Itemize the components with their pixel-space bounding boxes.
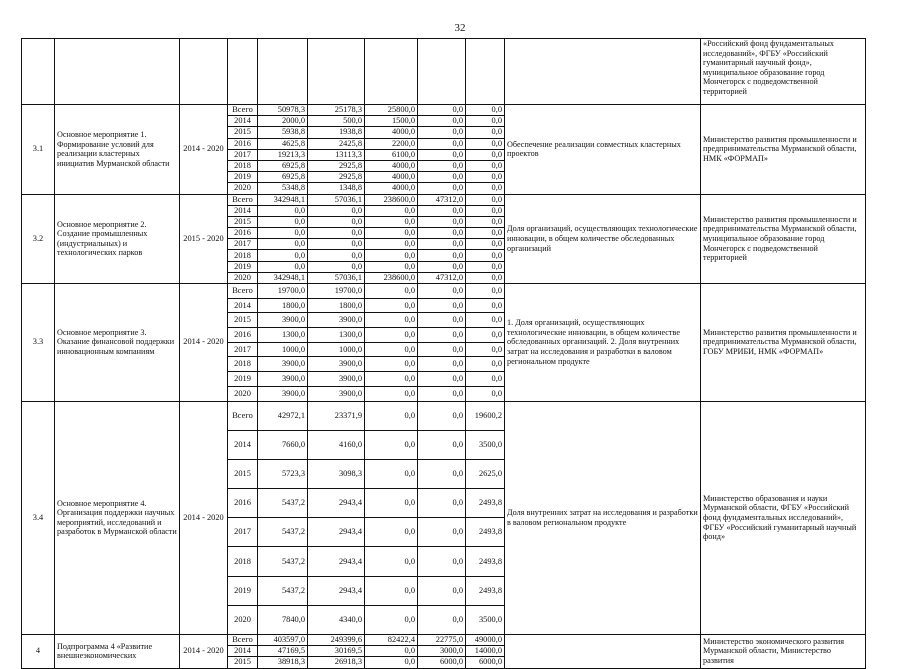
measure-name: Подпрограмма 4 «Развитие внешнеэкономических bbox=[55, 635, 180, 669]
local-budget-cell: 0,0 bbox=[418, 228, 466, 239]
executors: Министерство экономического развития Мурманской области, Министерство развития bbox=[701, 635, 866, 669]
local-budget-cell: 0,0 bbox=[418, 401, 466, 430]
continuation-executors: «Российский фонд фундаментальных исследований», ФГБУ «Российский гуманитарный научный фонд», муниципальное образование город Мончегорск с подведомственной территорией bbox=[701, 39, 866, 105]
total-cell: 0,0 bbox=[258, 250, 308, 261]
total-cell: 7840,0 bbox=[258, 605, 308, 634]
regional-budget-cell: 1300,0 bbox=[308, 328, 365, 343]
local-budget-cell: 0,0 bbox=[418, 205, 466, 216]
other-sources-cell: 0,0 bbox=[466, 105, 505, 116]
local-budget-cell: 0,0 bbox=[418, 172, 466, 183]
year-cell: 2014 bbox=[228, 298, 258, 313]
other-sources-cell: 2493,8 bbox=[466, 518, 505, 547]
federal-budget-cell: 0,0 bbox=[365, 250, 418, 261]
year-cell: 2015 bbox=[228, 313, 258, 328]
measure-name: Основное мероприятие 4. Организация поддержки научных мероприятий, исследований и разработок в Мурманской области bbox=[55, 401, 180, 635]
regional-budget-cell: 3900,0 bbox=[308, 372, 365, 387]
regional-budget-cell: 1000,0 bbox=[308, 342, 365, 357]
local-budget-cell: 0,0 bbox=[418, 342, 466, 357]
other-sources-cell: 2625,0 bbox=[466, 459, 505, 488]
total-cell: 1800,0 bbox=[258, 298, 308, 313]
other-sources-cell: 0,0 bbox=[466, 183, 505, 194]
executors: Министерство развития промышленности и предпринимательства Мурманской области, ГОБУ МРИБИ, НМК «ФОРМАП» bbox=[701, 284, 866, 402]
total-cell: 5437,2 bbox=[258, 518, 308, 547]
federal-budget-cell: 0,0 bbox=[365, 372, 418, 387]
total-cell: 6925,8 bbox=[258, 172, 308, 183]
section-number: 3.4 bbox=[22, 401, 55, 635]
local-budget-cell: 0,0 bbox=[418, 313, 466, 328]
regional-budget-cell: 57036,1 bbox=[308, 194, 365, 205]
total-cell: 342948,1 bbox=[258, 272, 308, 283]
federal-budget-cell: 4000,0 bbox=[365, 127, 418, 138]
regional-budget-cell: 0,0 bbox=[308, 216, 365, 227]
other-sources-cell: 0,0 bbox=[466, 357, 505, 372]
year-cell: 2017 bbox=[228, 149, 258, 160]
local-budget-cell: 0,0 bbox=[418, 459, 466, 488]
executors: Министерство развития промышленности и предпринимательства Мурманской области, НМК «ФОРМАП» bbox=[701, 105, 866, 195]
federal-budget-cell: 0,0 bbox=[365, 216, 418, 227]
total-cell: 3900,0 bbox=[258, 357, 308, 372]
regional-budget-cell: 1348,8 bbox=[308, 183, 365, 194]
local-budget-cell: 0,0 bbox=[418, 430, 466, 459]
measure-name: Основное мероприятие 3. Оказание финансовой поддержки инновационным компаниям bbox=[55, 284, 180, 402]
federal-budget-cell: 0,0 bbox=[365, 646, 418, 657]
table-row bbox=[22, 105, 866, 116]
regional-budget-cell: 4160,0 bbox=[308, 430, 365, 459]
year-cell: 2015 bbox=[228, 459, 258, 488]
local-budget-cell: 0,0 bbox=[418, 138, 466, 149]
local-budget-cell: 0,0 bbox=[418, 284, 466, 299]
total-cell: 42972,1 bbox=[258, 401, 308, 430]
year-cell: 2018 bbox=[228, 357, 258, 372]
federal-budget-cell: 0,0 bbox=[365, 328, 418, 343]
federal-budget-cell: 0,0 bbox=[365, 605, 418, 634]
local-budget-cell: 0,0 bbox=[418, 105, 466, 116]
local-budget-cell: 3000,0 bbox=[418, 646, 466, 657]
regional-budget-cell: 2425,8 bbox=[308, 138, 365, 149]
total-cell: 0,0 bbox=[258, 261, 308, 272]
total-cell: 5437,2 bbox=[258, 547, 308, 576]
year-cell: 2016 bbox=[228, 138, 258, 149]
total-cell: 3900,0 bbox=[258, 372, 308, 387]
regional-budget-cell: 30169,5 bbox=[308, 646, 365, 657]
executors: Министерство образования и науки Мурманской области, ФГБУ «Российский фонд фундаментальных исследований», ФГБУ «Российский гуманитарный научный фонд» bbox=[701, 401, 866, 635]
regional-budget-cell: 2943,4 bbox=[308, 489, 365, 518]
total-cell: 38918,3 bbox=[258, 657, 308, 668]
regional-budget-cell: 13113,3 bbox=[308, 149, 365, 160]
local-budget-cell: 0,0 bbox=[418, 183, 466, 194]
period: 2014 - 2020 bbox=[180, 401, 228, 635]
total-cell: 47169,5 bbox=[258, 646, 308, 657]
total-cell: 0,0 bbox=[258, 239, 308, 250]
section-number: 3.1 bbox=[22, 105, 55, 195]
year-cell: 2020 bbox=[228, 605, 258, 634]
year-cell: 2016 bbox=[228, 489, 258, 518]
federal-budget-cell: 238600,0 bbox=[365, 194, 418, 205]
regional-budget-cell: 0,0 bbox=[308, 228, 365, 239]
total-cell: 19213,3 bbox=[258, 149, 308, 160]
other-sources-cell: 2493,8 bbox=[466, 547, 505, 576]
other-sources-cell: 0,0 bbox=[466, 138, 505, 149]
federal-budget-cell: 0,0 bbox=[365, 459, 418, 488]
year-cell: 2017 bbox=[228, 239, 258, 250]
federal-budget-cell: 0,0 bbox=[365, 342, 418, 357]
local-budget-cell: 47312,0 bbox=[418, 272, 466, 283]
year-cell: 2020 bbox=[228, 272, 258, 283]
other-sources-cell: 0,0 bbox=[466, 228, 505, 239]
federal-budget-cell: 0,0 bbox=[365, 239, 418, 250]
other-sources-cell: 0,0 bbox=[466, 250, 505, 261]
year-cell: 2017 bbox=[228, 518, 258, 547]
regional-budget-cell: 2943,4 bbox=[308, 518, 365, 547]
period: 2014 - 2020 bbox=[180, 635, 228, 669]
federal-budget-cell: 0,0 bbox=[365, 298, 418, 313]
local-budget-cell: 0,0 bbox=[418, 239, 466, 250]
regional-budget-cell: 0,0 bbox=[308, 205, 365, 216]
other-sources-cell: 0,0 bbox=[466, 328, 505, 343]
local-budget-cell: 0,0 bbox=[418, 298, 466, 313]
other-sources-cell: 3500,0 bbox=[466, 605, 505, 634]
indicator: 1. Доля организаций, осуществляющих технологические инновации, в общем количестве обследованных организаций. 2. Доля внутренних затрат на исследования и разработки в валовом региональном продукте bbox=[505, 284, 701, 402]
section-number: 3.2 bbox=[22, 194, 55, 284]
year-cell: Всего bbox=[228, 284, 258, 299]
regional-budget-cell: 4340,0 bbox=[308, 605, 365, 634]
other-sources-cell: 0,0 bbox=[466, 172, 505, 183]
table-row bbox=[22, 401, 866, 430]
year-cell: 2015 bbox=[228, 216, 258, 227]
regional-budget-cell: 2943,4 bbox=[308, 547, 365, 576]
federal-budget-cell: 1500,0 bbox=[365, 116, 418, 127]
regional-budget-cell: 0,0 bbox=[308, 261, 365, 272]
year-cell: 2020 bbox=[228, 183, 258, 194]
local-budget-cell: 0,0 bbox=[418, 127, 466, 138]
other-sources-cell: 6000,0 bbox=[466, 657, 505, 668]
indicator: Доля внутренних затрат на исследования и разработки в валовом региональном продукте bbox=[505, 401, 701, 635]
federal-budget-cell: 0,0 bbox=[365, 261, 418, 272]
total-cell: 2000,0 bbox=[258, 116, 308, 127]
federal-budget-cell: 0,0 bbox=[365, 401, 418, 430]
period: 2014 - 2020 bbox=[180, 105, 228, 195]
total-cell: 1000,0 bbox=[258, 342, 308, 357]
other-sources-cell: 2493,8 bbox=[466, 489, 505, 518]
federal-budget-cell: 0,0 bbox=[365, 228, 418, 239]
regional-budget-cell: 3098,3 bbox=[308, 459, 365, 488]
total-cell: 403597,0 bbox=[258, 635, 308, 646]
federal-budget-cell: 0,0 bbox=[365, 205, 418, 216]
total-cell: 5437,2 bbox=[258, 489, 308, 518]
total-cell: 4625,8 bbox=[258, 138, 308, 149]
measure-name: Основное мероприятие 2. Создание промышленных (индустриальных) и технологических парков bbox=[55, 194, 180, 284]
total-cell: 3900,0 bbox=[258, 313, 308, 328]
total-cell: 7660,0 bbox=[258, 430, 308, 459]
regional-budget-cell: 23371,9 bbox=[308, 401, 365, 430]
local-budget-cell: 0,0 bbox=[418, 116, 466, 127]
year-cell: 2019 bbox=[228, 261, 258, 272]
other-sources-cell: 0,0 bbox=[466, 116, 505, 127]
other-sources-cell: 0,0 bbox=[466, 239, 505, 250]
table-row bbox=[22, 194, 866, 205]
year-cell: Всего bbox=[228, 401, 258, 430]
other-sources-cell: 0,0 bbox=[466, 272, 505, 283]
other-sources-cell: 0,0 bbox=[466, 149, 505, 160]
year-cell: 2015 bbox=[228, 127, 258, 138]
local-budget-cell: 0,0 bbox=[418, 149, 466, 160]
table-row bbox=[22, 284, 866, 299]
regional-budget-cell: 26918,3 bbox=[308, 657, 365, 668]
regional-budget-cell: 2925,8 bbox=[308, 160, 365, 171]
table-body bbox=[22, 39, 866, 669]
year-cell: 2018 bbox=[228, 547, 258, 576]
regional-budget-cell: 0,0 bbox=[308, 239, 365, 250]
federal-budget-cell: 2200,0 bbox=[365, 138, 418, 149]
year-cell: Всего bbox=[228, 105, 258, 116]
total-cell: 0,0 bbox=[258, 228, 308, 239]
federal-budget-cell: 82422,4 bbox=[365, 635, 418, 646]
year-cell: 2019 bbox=[228, 172, 258, 183]
local-budget-cell: 6000,0 bbox=[418, 657, 466, 668]
measure-name: Основное мероприятие 1. Формирование условий для реализации кластерных инициатив Мурманской области bbox=[55, 105, 180, 195]
table-row bbox=[22, 635, 866, 646]
other-sources-cell: 0,0 bbox=[466, 298, 505, 313]
period: 2014 - 2020 bbox=[180, 284, 228, 402]
year-cell: 2017 bbox=[228, 342, 258, 357]
page-number: 32 bbox=[454, 22, 466, 34]
total-cell: 1300,0 bbox=[258, 328, 308, 343]
regional-budget-cell: 57036,1 bbox=[308, 272, 365, 283]
other-sources-cell: 0,0 bbox=[466, 205, 505, 216]
year-cell: 2018 bbox=[228, 160, 258, 171]
other-sources-cell: 0,0 bbox=[466, 372, 505, 387]
other-sources-cell: 0,0 bbox=[466, 216, 505, 227]
regional-budget-cell: 0,0 bbox=[308, 250, 365, 261]
federal-budget-cell: 0,0 bbox=[365, 489, 418, 518]
local-budget-cell: 0,0 bbox=[418, 216, 466, 227]
local-budget-cell: 47312,0 bbox=[418, 194, 466, 205]
federal-budget-cell: 0,0 bbox=[365, 547, 418, 576]
federal-budget-cell: 0,0 bbox=[365, 576, 418, 605]
section-number: 4 bbox=[22, 635, 55, 669]
other-sources-cell: 0,0 bbox=[466, 160, 505, 171]
year-cell: 2019 bbox=[228, 372, 258, 387]
year-cell: 2018 bbox=[228, 250, 258, 261]
other-sources-cell: 0,0 bbox=[466, 127, 505, 138]
other-sources-cell: 0,0 bbox=[466, 194, 505, 205]
total-cell: 5437,2 bbox=[258, 576, 308, 605]
federal-budget-cell: 0,0 bbox=[365, 386, 418, 401]
other-sources-cell: 0,0 bbox=[466, 386, 505, 401]
indicator: Доля организаций, осуществляющих технологические инновации, в общем количестве обследованных организаций bbox=[505, 194, 701, 284]
year-cell: 2015 bbox=[228, 657, 258, 668]
federal-budget-cell: 238600,0 bbox=[365, 272, 418, 283]
executors: Министерство развития промышленности и предпринимательства Мурманской области, муниципальное образование город Мончегорск с подведомственной территорией bbox=[701, 194, 866, 284]
total-cell: 0,0 bbox=[258, 205, 308, 216]
federal-budget-cell: 4000,0 bbox=[365, 160, 418, 171]
local-budget-cell: 0,0 bbox=[418, 518, 466, 547]
year-cell: 2016 bbox=[228, 228, 258, 239]
regional-budget-cell: 3900,0 bbox=[308, 386, 365, 401]
section-number: 3.3 bbox=[22, 284, 55, 402]
regional-budget-cell: 500,0 bbox=[308, 116, 365, 127]
federal-budget-cell: 0,0 bbox=[365, 657, 418, 668]
other-sources-cell: 0,0 bbox=[466, 261, 505, 272]
period: 2015 - 2020 bbox=[180, 194, 228, 284]
local-budget-cell: 0,0 bbox=[418, 489, 466, 518]
regional-budget-cell: 1938,8 bbox=[308, 127, 365, 138]
regional-budget-cell: 19700,0 bbox=[308, 284, 365, 299]
year-cell: 2016 bbox=[228, 328, 258, 343]
year-cell: Всего bbox=[228, 635, 258, 646]
total-cell: 6925,8 bbox=[258, 160, 308, 171]
other-sources-cell: 49000,0 bbox=[466, 635, 505, 646]
total-cell: 5938,8 bbox=[258, 127, 308, 138]
federal-budget-cell: 0,0 bbox=[365, 430, 418, 459]
year-cell: 2019 bbox=[228, 576, 258, 605]
federal-budget-cell: 0,0 bbox=[365, 357, 418, 372]
local-budget-cell: 0,0 bbox=[418, 386, 466, 401]
total-cell: 0,0 bbox=[258, 216, 308, 227]
total-cell: 5348,8 bbox=[258, 183, 308, 194]
regional-budget-cell: 2925,8 bbox=[308, 172, 365, 183]
local-budget-cell: 0,0 bbox=[418, 576, 466, 605]
total-cell: 19700,0 bbox=[258, 284, 308, 299]
local-budget-cell: 0,0 bbox=[418, 547, 466, 576]
year-cell: 2014 bbox=[228, 646, 258, 657]
local-budget-cell: 0,0 bbox=[418, 372, 466, 387]
regional-budget-cell: 2943,4 bbox=[308, 576, 365, 605]
total-cell: 50978,3 bbox=[258, 105, 308, 116]
regional-budget-cell: 249399,6 bbox=[308, 635, 365, 646]
local-budget-cell: 22775,0 bbox=[418, 635, 466, 646]
year-cell: 2014 bbox=[228, 430, 258, 459]
local-budget-cell: 0,0 bbox=[418, 250, 466, 261]
local-budget-cell: 0,0 bbox=[418, 160, 466, 171]
regional-budget-cell: 3900,0 bbox=[308, 313, 365, 328]
year-cell: Всего bbox=[228, 194, 258, 205]
local-budget-cell: 0,0 bbox=[418, 605, 466, 634]
federal-budget-cell: 0,0 bbox=[365, 313, 418, 328]
federal-budget-cell: 0,0 bbox=[365, 518, 418, 547]
total-cell: 3900,0 bbox=[258, 386, 308, 401]
other-sources-cell: 19600,2 bbox=[466, 401, 505, 430]
local-budget-cell: 0,0 bbox=[418, 261, 466, 272]
local-budget-cell: 0,0 bbox=[418, 357, 466, 372]
year-cell: 2014 bbox=[228, 205, 258, 216]
indicator: Обеспечение реализации совместных кластерных проектов bbox=[505, 105, 701, 195]
regional-budget-cell: 25178,3 bbox=[308, 105, 365, 116]
other-sources-cell: 0,0 bbox=[466, 313, 505, 328]
other-sources-cell: 0,0 bbox=[466, 284, 505, 299]
other-sources-cell: 2493,8 bbox=[466, 576, 505, 605]
other-sources-cell: 3500,0 bbox=[466, 430, 505, 459]
other-sources-cell: 0,0 bbox=[466, 342, 505, 357]
federal-budget-cell: 25800,0 bbox=[365, 105, 418, 116]
federal-budget-cell: 0,0 bbox=[365, 284, 418, 299]
year-cell: 2014 bbox=[228, 116, 258, 127]
federal-budget-cell: 6100,0 bbox=[365, 149, 418, 160]
program-table bbox=[21, 38, 866, 669]
federal-budget-cell: 4000,0 bbox=[365, 172, 418, 183]
other-sources-cell: 14000,0 bbox=[466, 646, 505, 657]
year-cell: 2020 bbox=[228, 386, 258, 401]
regional-budget-cell: 3900,0 bbox=[308, 357, 365, 372]
regional-budget-cell: 1800,0 bbox=[308, 298, 365, 313]
continuation-row bbox=[22, 39, 866, 105]
local-budget-cell: 0,0 bbox=[418, 328, 466, 343]
federal-budget-cell: 4000,0 bbox=[365, 183, 418, 194]
total-cell: 5723,3 bbox=[258, 459, 308, 488]
total-cell: 342948,1 bbox=[258, 194, 308, 205]
